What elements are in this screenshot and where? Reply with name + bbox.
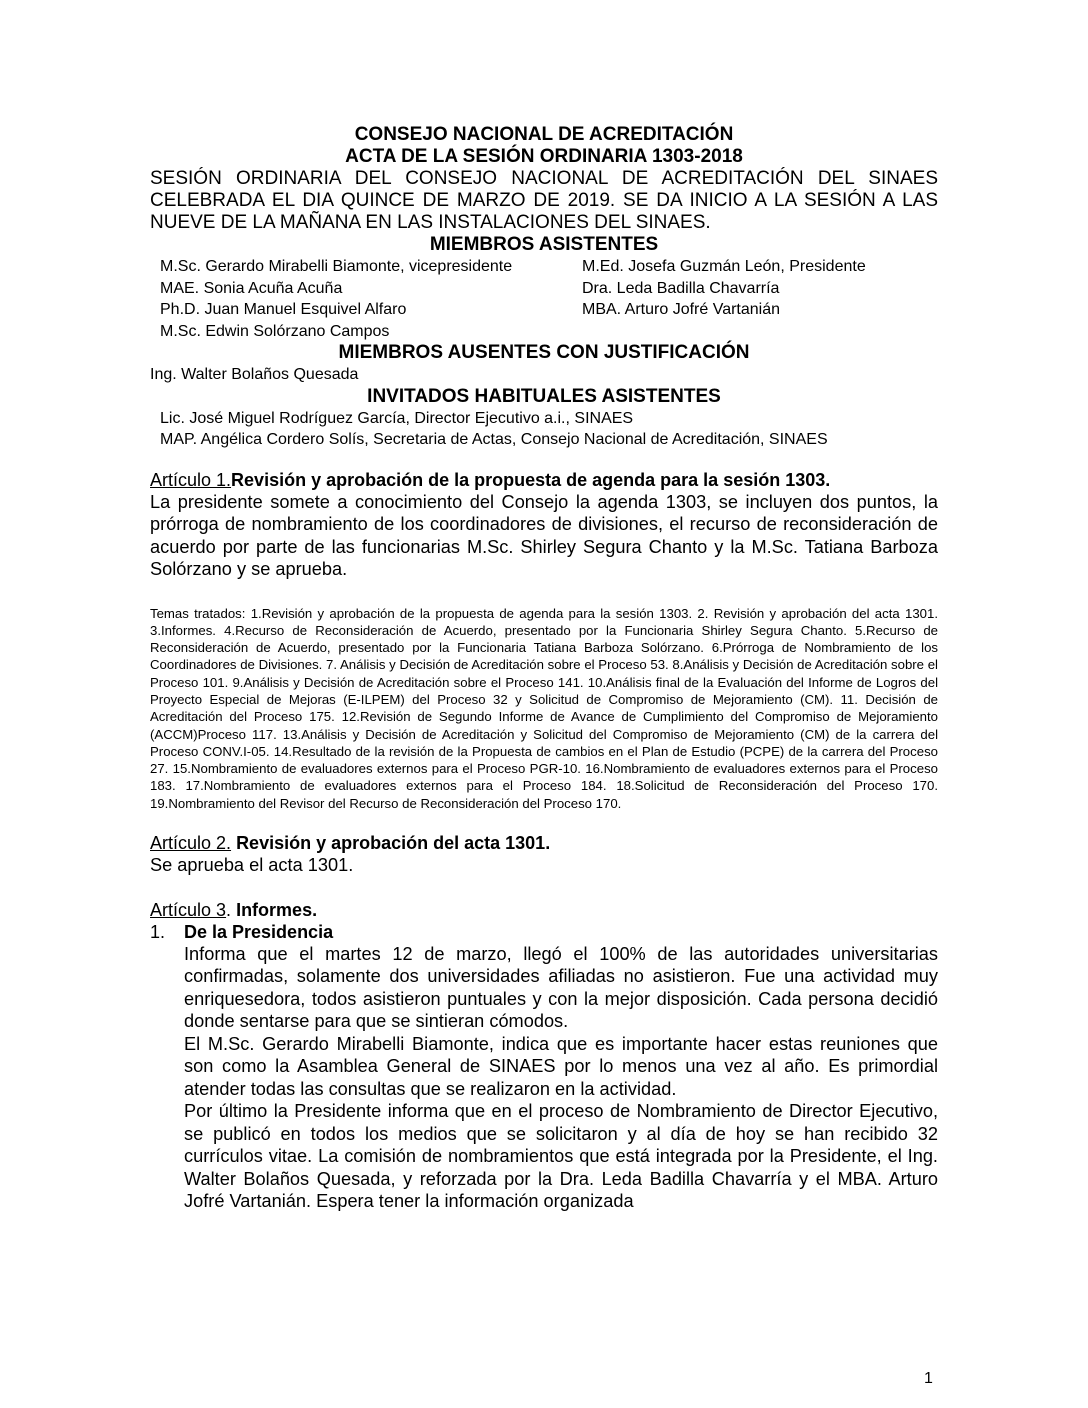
topics-summary: Temas tratados: 1.Revisión y aprobación de la propuesta de agenda para la sesión 1303. 2. Revisión y aprobación del acta 1301. 3.Informes. 4.Recurso de Reconsideración de Acuerdo, presentado por la Funcionaria Shirley Segura Chanto. 5.Recurso de Reconsideración de Acuerdo, presentado por la Funcionaria Tatiana Barboza Solórzano. 6.Prórroga de Nombramiento de los Coordinadores de Divisiones. 7. Análisis y Decisión de Acreditación sobre el Proceso 53. 8.Análisis y Decisión de Acreditación sobre el Proceso 101. 9.Análisis y Decisión de Acreditación sobre el Proceso 141. 10.Análisis final de la Evaluación del Informe de Logros del Proyecto Especial de Mejoras (E-ILPEM) del Proceso 32 y Solicitud de Compromiso de Mejoramiento (CM). 11. Decisión de Acreditación del Proceso 175. 12.Revisión de Segundo Informe de Avance de Cumplimiento del Compromiso de Mejoramiento (ACCM)Proceso 117. 13.Análisis y Decisión de Acreditación y Solicitud del Compromiso de Mejoramiento (CM) de la carrera del Proceso CONV.I-05. 14.Resultado de la revisión de la Propuesta de cambios en el Plan de Estudio (PCPE) de la carrera del Proceso 27. 15.Nombramiento de evaluadores externos para el Proceso PGR-10. 16.Nombramiento de evaluadores externos para el Proceso 183. 17.Nombramiento de evaluadores externos para el Proceso 184. 18.Solicitud de Reconsideración del Proceso 170. 19.Nombramiento del Revisor del Recurso de Reconsideración del Proceso 170. [150,605,938,811]
article-1-title: Revisión y aprobación de la propuesta de agenda para la sesión 1303. [231,469,831,490]
member-name: M.Sc. Edwin Solórzano Campos [160,322,390,340]
article-2-label: Artículo 2. [150,833,232,854]
report-item-number: 1. [150,921,166,942]
article-2-title: Revisión y aprobación del acta 1301. [236,833,551,854]
article-3-heading [150,899,938,921]
article-2-body: Se aprueba el acta 1301. [150,855,354,876]
article-3-sep: . [226,899,237,920]
article-1-body: La presidente somete a conocimiento del Consejo la agenda 1303, se incluyen dos puntos, la prórroga de nombramiento de los coordinadores de divisiones, el recurso de reconsideración de acuerdo por parte de las funcionarias M.Sc. Shirley Segura Chanto y la M.Sc. Tatiana Barboza Solórzano y se aprueba. [150,491,938,579]
absent-member: Ing. Walter Bolaños Quesada [150,366,359,383]
member-name: M.Ed. Josefa Guzmán León, Presidente [582,258,866,275]
article-3-title: Informes. [236,899,318,920]
report-item [150,921,938,943]
absent-heading: MIEMBROS AUSENTES CON JUSTIFICACIÓN [338,342,750,363]
minutes-title: ACTA DE LA SESIÓN ORDINARIA 1303-2018 [345,146,743,167]
member-name: M.Sc. Gerardo Mirabelli Biamonte, vicepresidente [160,258,513,275]
report-paragraph: Por último la Presidente informa que en el proceso de Nombramiento de Director Ejecutivo, se publicó en todos los medios que se solicitaron y al día de hoy se han recibido 32 currículos vitae. La comisión de nombramientos que está integrada por la Presidente, el Ing. Walter Bolaños Quesada, y reforzada por la Dra. Leda Badilla Chavarría y el MBA. Arturo Jofré Vartanián. Espera tener la información organizada [184,1101,938,1212]
member-name: Dra. Leda Badilla Chavarría [582,279,780,297]
report-paragraph: Informa que el martes 12 de marzo, llegó el 100% de las autoridades universitarias confirmadas, solamente dos universidades afiliadas no asistieron. Fue una actividad muy enriquesedora, todos asistieron puntuales y con la mejor disposición. Cada persona decidió donde sentarse para que se sintieran cómodos. [184,943,938,1032]
member-name: MAE. Sonia Acuña Acuña [160,279,343,297]
members-list [150,256,938,342]
session-intro: SESIÓN ORDINARIA DEL CONSEJO NACIONAL DE ACREDITACIÓN DEL SINAES CELEBRADA EL DIA QUINCE DE MARZO DE 2019. SE DA INICIO A LA SESIÓN A LAS NUEVE DE LA MAÑANA EN LAS INSTALACIONES DEL SINAES. [150,168,938,233]
members-heading: MIEMBROS ASISTENTES [429,234,659,255]
guests-heading: INVITADOS HABITUALES ASISTENTES [367,385,721,407]
member-name: Ph.D. Juan Manuel Esquivel Alfaro [160,301,407,318]
article-1-label: Artículo 1. [150,469,232,490]
guest-item: Lic. José Miguel Rodríguez García, Director Ejecutivo a.i., SINAES [160,409,634,427]
member-name [582,321,948,343]
article-1-heading [150,469,938,491]
guest-item: MAP. Angélica Cordero Solís, Secretaria de Actas, Consejo Nacional de Acreditación, SINAES [160,431,828,448]
council-title: CONSEJO NACIONAL DE ACREDITACIÓN [354,124,734,145]
page-number: 1 [924,1370,933,1387]
document-page [150,124,938,1213]
report-item-title: De la Presidencia [184,921,334,942]
article-2-heading [150,832,938,854]
article-3-label: Artículo 3 [150,899,227,920]
report-paragraph: El M.Sc. Gerardo Mirabelli Biamonte, indica que es importante hacer estas reuniones que son como la Asamblea General de SINAES por lo menos una vez al año. Es primordial atender todas las consultas que se realizaron en la actividad. [184,1033,938,1099]
member-name: MBA. Arturo Jofré Vartanián [582,301,781,318]
